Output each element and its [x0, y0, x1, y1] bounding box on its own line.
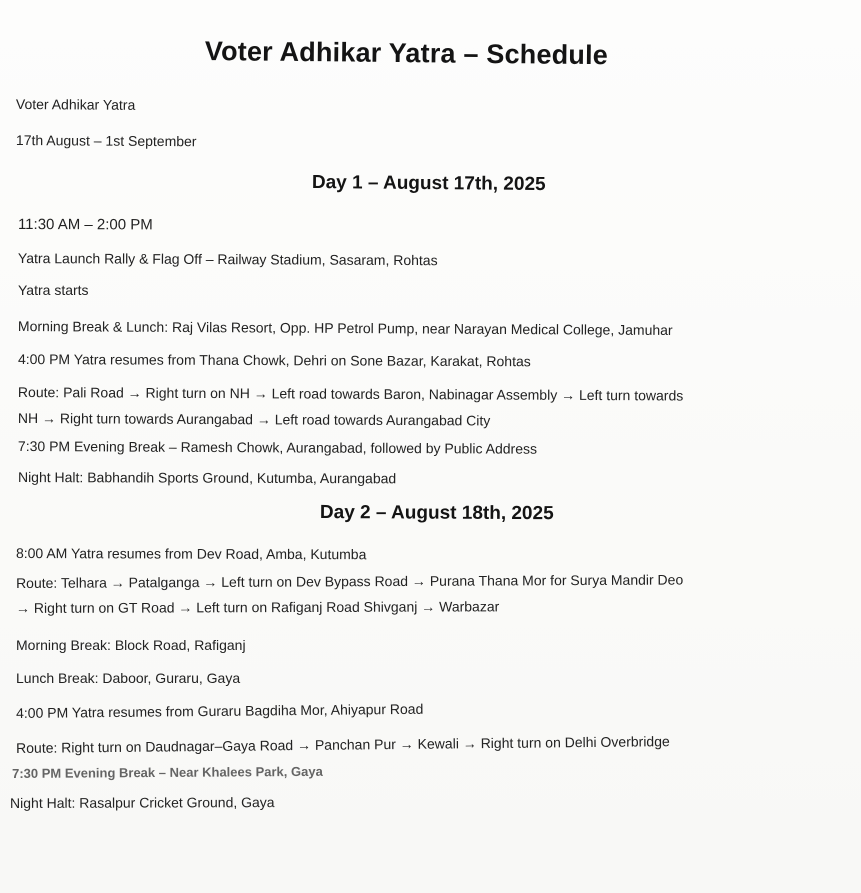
day1-line: Yatra Launch Rally & Flag Off – Railway Stadium, Sasaram, Rohtas — [17, 250, 438, 269]
day1-line: Yatra starts — [18, 282, 89, 298]
day1-line: NH → Right turn towards Aurangabad → Left road towards Aurangabad City — [17, 410, 491, 429]
day2-line: Night Halt: Rasalpur Cricket Ground, Gaya — [10, 794, 275, 811]
day1-line: Route: Pali Road → Right turn on NH → Left road towards Baron, Nabinagar Assembly → Left turn towards — [17, 384, 684, 404]
day2-line: 4:00 PM Yatra resumes from Guraru Bagdiha Mor, Ahiyapur Road — [16, 700, 424, 721]
day1-heading: Day 1 – August 17th, 2025 — [311, 172, 546, 196]
day2-line: Morning Break: Block Road, Rafiganj — [16, 637, 246, 653]
day2-line: Route: Telhara → Patalganga → Left turn on Dev Bypass Road → Purana Thana Mor for Surya Mandir Deo — [16, 571, 684, 591]
day2-line: 7:30 PM Evening Break – Near Khalees Park, Gaya — [12, 763, 323, 781]
intro-name: Voter Adhikar Yatra — [15, 96, 136, 113]
day1-line: Morning Break & Lunch: Raj Vilas Resort, Opp. HP Petrol Pump, near Narayan Medical College, Jamuhar — [17, 318, 673, 338]
day1-line: 7:30 PM Evening Break – Ramesh Chowk, Aurangabad, followed by Public Address — [17, 438, 538, 457]
day2-heading: Day 2 – August 18th, 2025 — [319, 502, 554, 525]
day2-line: Lunch Break: Daboor, Guraru, Gaya — [16, 670, 241, 686]
day1-line: 11:30 AM – 2:00 PM — [17, 216, 153, 234]
intro-dates: 17th August – 1st September — [15, 132, 197, 150]
day1-line: Night Halt: Babhandih Sports Ground, Kutumba, Aurangabad — [17, 469, 397, 487]
day2-line: Route: Right turn on Daudnagar–Gaya Road → Panchan Pur → Kewali → Right turn on Delhi Overbridge — [16, 733, 670, 756]
document-title: Voter Adhikar Yatra – Schedule — [204, 36, 609, 71]
day1-line: 4:00 PM Yatra resumes from Thana Chowk, Dehri on Sone Bazar, Karakat, Rohtas — [17, 351, 531, 370]
day2-line: → Right turn on GT Road → Left turn on Rafiganj Road Shivganj → Warbazar — [16, 598, 500, 616]
day2-line: 8:00 AM Yatra resumes from Dev Road, Amba, Kutumba — [15, 545, 367, 563]
